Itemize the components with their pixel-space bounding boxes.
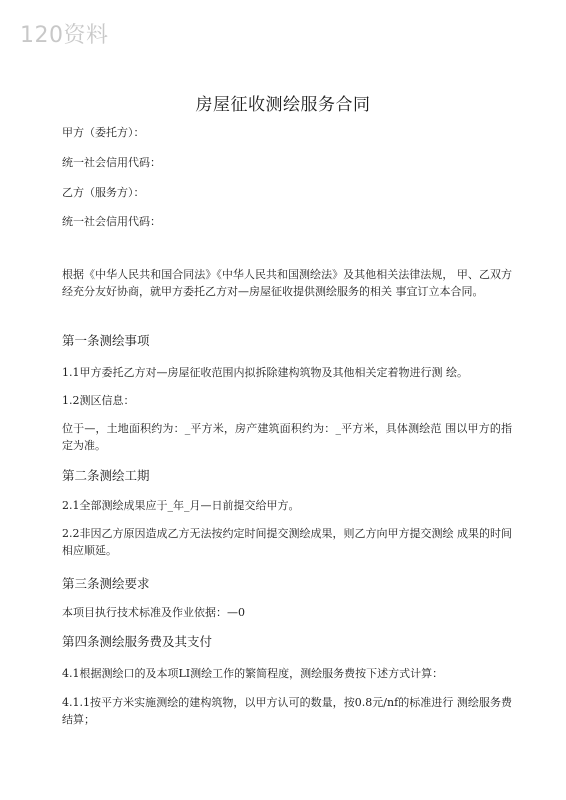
article-1-clause-2: 1.2测区信息： [62, 394, 135, 407]
watermark-logo: 120资料 [20, 23, 109, 48]
article-3-clause-1: 本项目执行技术标准及作业依据：—0 [62, 606, 245, 619]
article-1-clause-3: 位于—，土地面积约为：_平方米，房产建筑面积约为：_平方米，具体测绘范 围以甲方的指定为准。 [62, 422, 512, 452]
party-a-label: 甲方（委托方）： [62, 126, 145, 139]
article-4-heading: 第四条测绘服务费及其支付 [62, 634, 213, 649]
article-1-clause-1: 1.1甲方委托乙方对—房屋征收范围内拟拆除建构筑物及其他相关定着物进行测 绘。 [62, 366, 468, 379]
article-3-heading: 第三条测绘要求 [62, 576, 150, 591]
article-2-clause-1: 2.1全部测绘成果应于_年_月—日前提交给甲方。 [62, 499, 300, 512]
party-b-credit-code: 统一社会信用代码： [62, 215, 161, 228]
article-2-clause-2: 2.2非因乙方原因造成乙方无法按约定时间提交测绘成果，则乙方向甲方提交测绘 成果的时间相应顺延。 [62, 527, 512, 557]
party-b-label: 乙方（服务方）： [62, 186, 145, 199]
intro-paragraph: 根据《中华人民共和国合同法》《中华人民共和国测绘法》及其他相关法律法规， 甲、乙双方经充分友好协商，就甲方委托乙方对—房屋征收提供测绘服务的相关 事宜订立本合同。 [62, 268, 512, 298]
document-title: 房屋征收测绘服务合同 [195, 95, 371, 115]
article-1-heading: 第一条测绘事项 [62, 333, 150, 348]
article-4-clause-1: 4.1根据测绘口的及本项LI测绘工作的繁简程度，测绘服务费按下述方式计算： [62, 667, 444, 680]
article-4-clause-2: 4.1.1按平方米实施测绘的建构筑物，以甲方认可的数量，按0.8元/nf的标准进行 测绘服务费结算； [62, 696, 512, 726]
party-a-credit-code: 统一社会信用代码： [62, 156, 161, 169]
article-2-heading: 第二条测绘工期 [62, 468, 150, 483]
